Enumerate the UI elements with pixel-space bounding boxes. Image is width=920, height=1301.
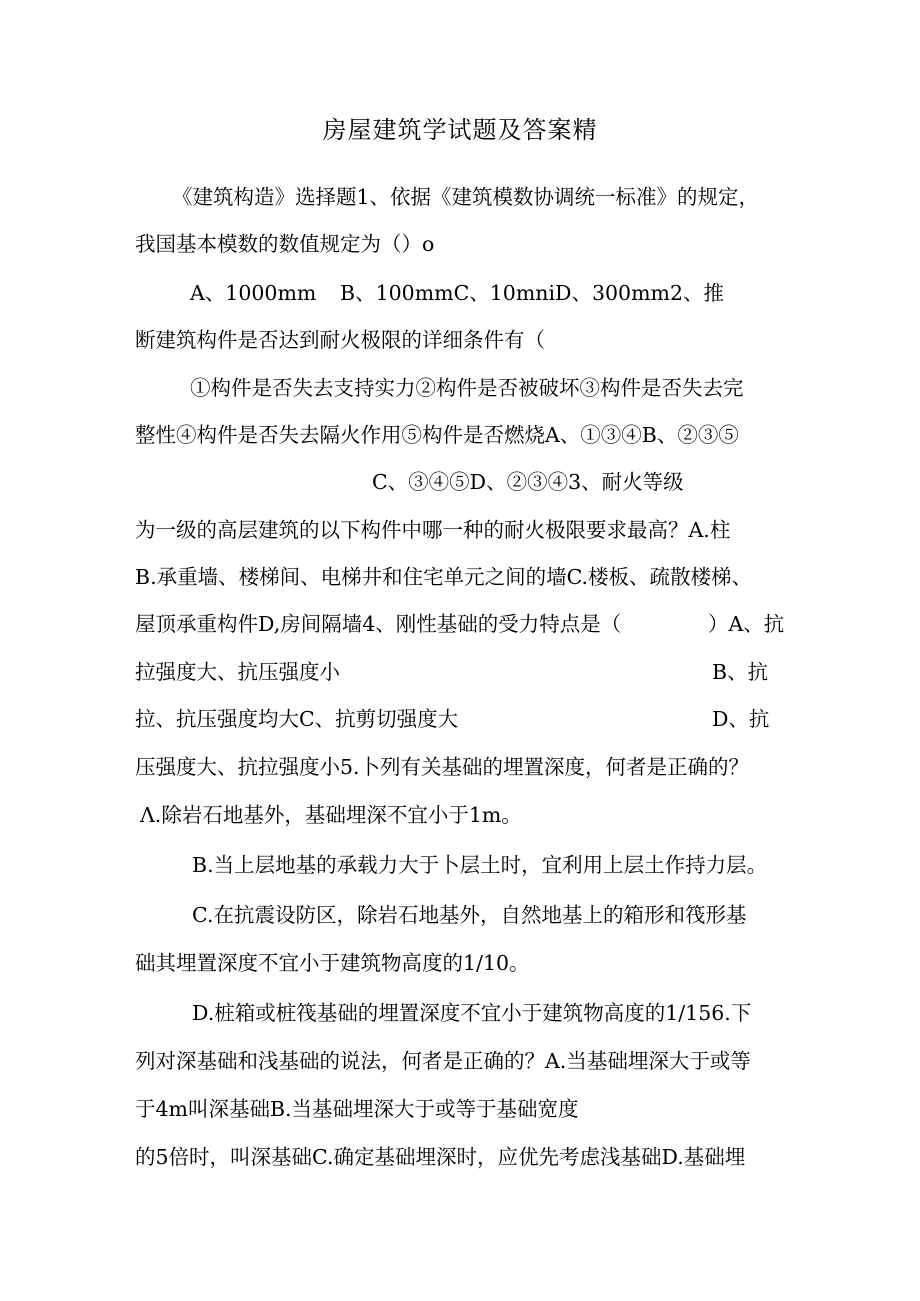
text-line: B.当上层地基的承载力大于卜层土时，宜利用上层土作持力层。 <box>192 853 768 877</box>
text-line: 列对深基础和浅基础的说法，何者是正确的？A.当基础埋深大于或等 <box>135 1049 751 1073</box>
document-title: 房屋建筑学试题及答案精 <box>322 116 598 144</box>
text-line: 拉强度大、抗压强度小 <box>135 660 340 684</box>
text-line: 《建筑构造》选择题1、依据《建筑模数协调统一标准》的规定， <box>172 185 760 209</box>
text-line: B.承重墙、楼梯间、电梯井和住宅单元之间的墙C.楼板、疏散楼梯、 <box>135 565 753 589</box>
text-line: 为一级的高层建筑的以下构件中哪一种的耐火极限要求最高？A.柱 <box>135 518 731 542</box>
text-line: 我国基本模数的数值规定为（）o <box>135 232 435 256</box>
option-text: ）A、抗 <box>708 612 785 636</box>
text-line: 断建筑构件是否达到耐火极限的详细条件有（ <box>135 328 545 352</box>
option-text: A、1000mm <box>190 281 317 305</box>
text-line: 拉、抗压强度均大C、抗剪切强度大 <box>135 707 459 731</box>
option-text: D、抗 <box>712 707 770 731</box>
text-line: D.桩箱或桩筏基础的埋置深度不宜小于建筑物高度的1/156.下 <box>192 1001 752 1025</box>
text-line: C.在抗震设防区，除岩石地基外，自然地基上的箱形和筏形基 <box>192 903 747 927</box>
text-line: 整性④构件是否失去隔火作用⑤构件是否燃烧A、①③④B、②③⑤ <box>135 423 739 447</box>
text-line: Λ.除岩石地基外，基础埋深不宜小于1m。 <box>140 803 522 827</box>
text-line: 础其埋置深度不宜小于建筑物高度的1/10。 <box>135 951 530 975</box>
text-line: C、③④⑤D、②③④3、耐火等级 <box>372 470 684 494</box>
option-text: B、100mmC、10mniD、300mm2、推 <box>340 281 725 305</box>
text-line: 屋顶承重构件D,房间隔墙4、刚性基础的受力特点是（ <box>135 612 622 636</box>
text-line: 压强度大、抗拉强度小5.卜列有关基础的埋置深度，何者是正确的？ <box>135 755 750 779</box>
text-line: ①构件是否失去支持实力②构件是否被破坏③构件是否失去完 <box>190 376 744 400</box>
text-line: 于4m叫深基础B.当基础埋深大于或等于基础宽度 <box>135 1097 579 1121</box>
option-text: B、抗 <box>712 660 769 684</box>
text-line: 的5倍时，叫深基础C.确定基础埋深时，应优先考虑浅基础D.基础埋 <box>135 1145 746 1169</box>
